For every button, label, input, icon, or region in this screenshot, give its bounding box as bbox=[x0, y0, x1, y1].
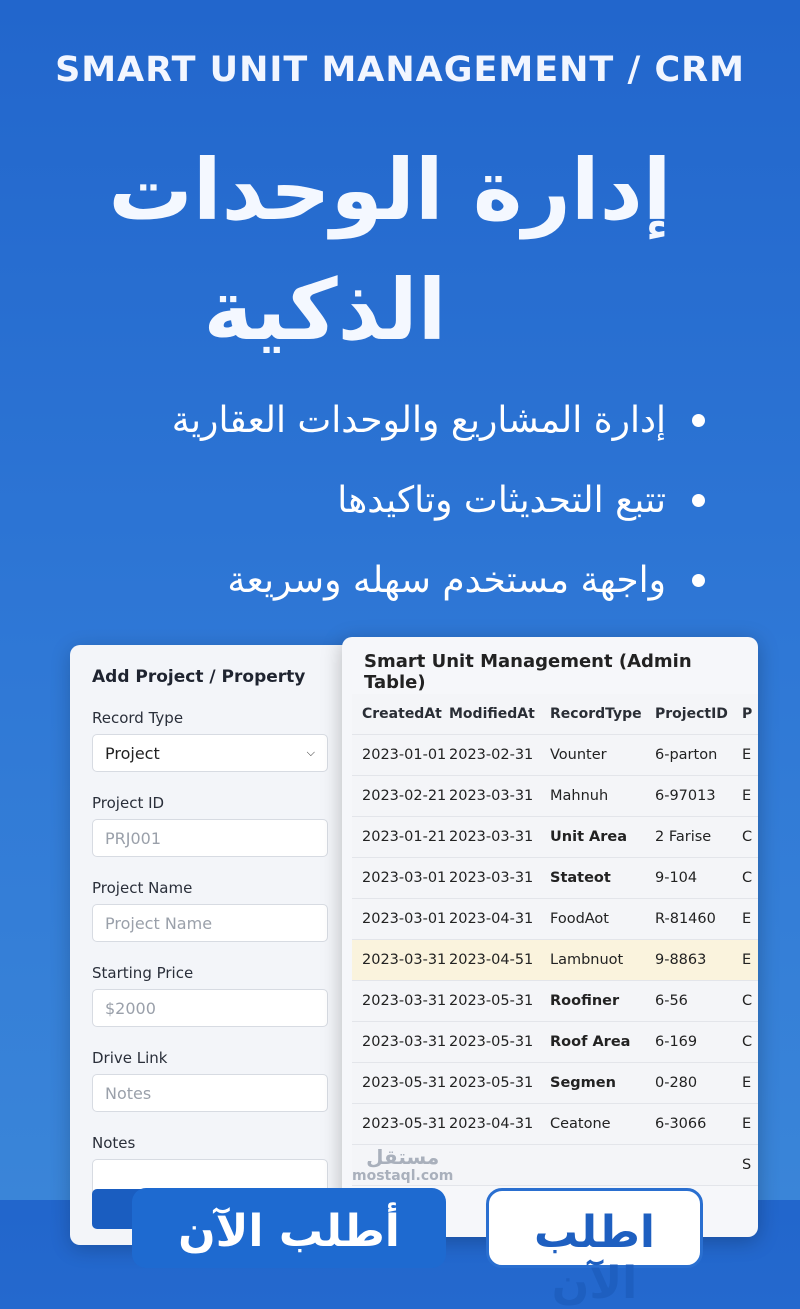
table-row[interactable] bbox=[352, 817, 758, 858]
table-cell-createdat: 2023-03-31 bbox=[362, 1034, 447, 1050]
placeholder: PRJ001 bbox=[105, 828, 162, 848]
chevron-down-icon: ⌵ bbox=[306, 746, 315, 759]
table-cell-p: E bbox=[742, 952, 752, 968]
table-cell-p: C bbox=[742, 1034, 753, 1050]
project-name-label: Project Name bbox=[92, 879, 193, 897]
table-cell-recordtype: Unit Area bbox=[550, 829, 628, 845]
table-cell-createdat: 2023-02-21 bbox=[362, 788, 447, 804]
title-line-2: الذكية bbox=[203, 261, 447, 359]
table-cell-projectid: 9-104 bbox=[655, 870, 698, 886]
table-cell-recordtype: FoodAot bbox=[550, 911, 609, 927]
drive-link-input[interactable] bbox=[92, 1074, 328, 1112]
table-cell-modifiedat: 2023-04-51 bbox=[449, 952, 534, 968]
add-project-form bbox=[70, 645, 355, 1245]
table-header-row bbox=[352, 694, 758, 735]
table-cell-p: E bbox=[742, 788, 752, 804]
title-line-1: إدارة الوحدات bbox=[108, 141, 672, 239]
table-cell-p: S bbox=[742, 1157, 752, 1173]
table-cell-projectid: 6-parton bbox=[655, 747, 718, 763]
bullet-icon bbox=[692, 414, 705, 427]
feature-item bbox=[172, 540, 705, 620]
project-id-label: Project ID bbox=[92, 794, 165, 812]
table-cell-createdat: 2023-05-31 bbox=[362, 1075, 447, 1091]
table-row[interactable] bbox=[352, 940, 758, 981]
table-cell-p: E bbox=[742, 911, 752, 927]
table-cell-createdat: 2023-05-31 bbox=[362, 1116, 447, 1132]
table-cell-modifiedat: ModifiedAt bbox=[449, 706, 535, 722]
bullet-icon bbox=[692, 574, 705, 587]
bullet-icon bbox=[692, 494, 705, 507]
table-cell-recordtype: Segmen bbox=[550, 1075, 616, 1091]
project-name-input[interactable] bbox=[92, 904, 328, 942]
order-now-button[interactable]: أطلب الآن bbox=[132, 1188, 446, 1268]
table-cell-projectid: 2 Farise bbox=[655, 829, 712, 845]
record-type-value: Project bbox=[105, 743, 160, 763]
table-cell-recordtype: RecordType bbox=[550, 706, 642, 722]
table-row[interactable] bbox=[352, 981, 758, 1022]
watermark-ar: مستقل bbox=[366, 1145, 440, 1169]
starting-price-label: Starting Price bbox=[92, 964, 194, 982]
table-cell-projectid: 6-169 bbox=[655, 1034, 698, 1050]
table-cell-projectid: 6-56 bbox=[655, 993, 688, 1009]
notes-label: Notes bbox=[92, 1134, 136, 1152]
feature-text: واجهة مستخدم سهله وسريعة bbox=[227, 559, 666, 601]
starting-price-input[interactable] bbox=[92, 989, 328, 1027]
table-cell-modifiedat: 2023-05-31 bbox=[449, 1075, 534, 1091]
table-cell-recordtype: Roof Area bbox=[550, 1034, 631, 1050]
feature-text: تتبع التحديثات وتاكيدها bbox=[337, 479, 666, 521]
table-cell-createdat: 2023-03-01 bbox=[362, 870, 447, 886]
table-cell-projectid: 6-3066 bbox=[655, 1116, 707, 1132]
table-cell-modifiedat: 2023-03-31 bbox=[449, 788, 534, 804]
table-cell-p: P bbox=[742, 706, 753, 722]
placeholder: Notes bbox=[105, 1083, 152, 1103]
table-cell-recordtype: Mahnuh bbox=[550, 788, 609, 804]
drive-link-label: Drive Link bbox=[92, 1049, 168, 1067]
table-cell-modifiedat: 2023-03-31 bbox=[449, 870, 534, 886]
form-title: Add Project / Property bbox=[92, 667, 306, 687]
table-cell-createdat: 2023-01-01 bbox=[362, 747, 447, 763]
table-cell-projectid: R-81460 bbox=[655, 911, 716, 927]
placeholder: Project Name bbox=[105, 913, 213, 933]
table-row[interactable] bbox=[352, 776, 758, 817]
table-cell-modifiedat: 2023-05-31 bbox=[449, 993, 534, 1009]
table-cell-modifiedat: 2023-02-31 bbox=[449, 747, 534, 763]
table-cell-p: E bbox=[742, 1075, 752, 1091]
table-cell-projectid: 9-8863 bbox=[655, 952, 707, 968]
table-cell-projectid: 6-97013 bbox=[655, 788, 716, 804]
table-cell-projectid: ProjectID bbox=[655, 706, 728, 722]
table-cell-projectid: 0-280 bbox=[655, 1075, 698, 1091]
table-cell-p: E bbox=[742, 747, 752, 763]
table-row[interactable] bbox=[352, 1104, 758, 1145]
table-cell-recordtype: Roofiner bbox=[550, 993, 620, 1009]
table-cell-p: C bbox=[742, 993, 753, 1009]
table-row[interactable] bbox=[352, 1022, 758, 1063]
table-cell-p: C bbox=[742, 829, 753, 845]
admin-table bbox=[352, 694, 758, 1186]
table-cell-recordtype: Vounter bbox=[550, 747, 607, 763]
table-cell-p: C bbox=[742, 870, 753, 886]
table-row[interactable] bbox=[352, 735, 758, 776]
table-cell-modifiedat: 2023-04-31 bbox=[449, 911, 534, 927]
project-id-input[interactable] bbox=[92, 819, 328, 857]
feature-item bbox=[172, 380, 705, 460]
table-cell-recordtype: Lambnuot bbox=[550, 952, 624, 968]
record-type-select[interactable] bbox=[92, 734, 328, 772]
table-cell-createdat: 2023-01-21 bbox=[362, 829, 447, 845]
feature-text: إدارة المشاريع والوحدات العقارية bbox=[171, 399, 666, 441]
watermark-en: mostaql.com bbox=[352, 1168, 454, 1184]
feature-list bbox=[172, 380, 705, 620]
main-title bbox=[100, 130, 680, 370]
table-cell-modifiedat: 2023-04-31 bbox=[449, 1116, 534, 1132]
watermark bbox=[352, 1146, 453, 1185]
table-row[interactable] bbox=[352, 1063, 758, 1104]
table-cell-modifiedat: 2023-05-31 bbox=[449, 1034, 534, 1050]
placeholder: $2000 bbox=[105, 998, 156, 1018]
eyebrow-title: SMART UNIT MANAGEMENT / CRM bbox=[55, 50, 745, 90]
table-cell-createdat: 2023-03-31 bbox=[362, 952, 447, 968]
table-row[interactable] bbox=[352, 858, 758, 899]
table-cell-p: E bbox=[742, 1116, 752, 1132]
table-cell-recordtype: Stateot bbox=[550, 870, 611, 886]
table-cell-createdat: 2023-03-01 bbox=[362, 911, 447, 927]
feature-item bbox=[172, 460, 705, 540]
order-now-outline-button[interactable]: اطلب الآن bbox=[486, 1188, 703, 1268]
table-cell-createdat: CreatedAt bbox=[362, 706, 442, 722]
table-row[interactable] bbox=[352, 899, 758, 940]
table-cell-recordtype: Ceatone bbox=[550, 1116, 611, 1132]
table-cell-createdat: 2023-03-31 bbox=[362, 993, 447, 1009]
record-type-label: Record Type bbox=[92, 709, 184, 727]
table-cell-modifiedat: 2023-03-31 bbox=[449, 829, 534, 845]
table-title: Smart Unit Management (Admin Table) bbox=[364, 651, 692, 693]
